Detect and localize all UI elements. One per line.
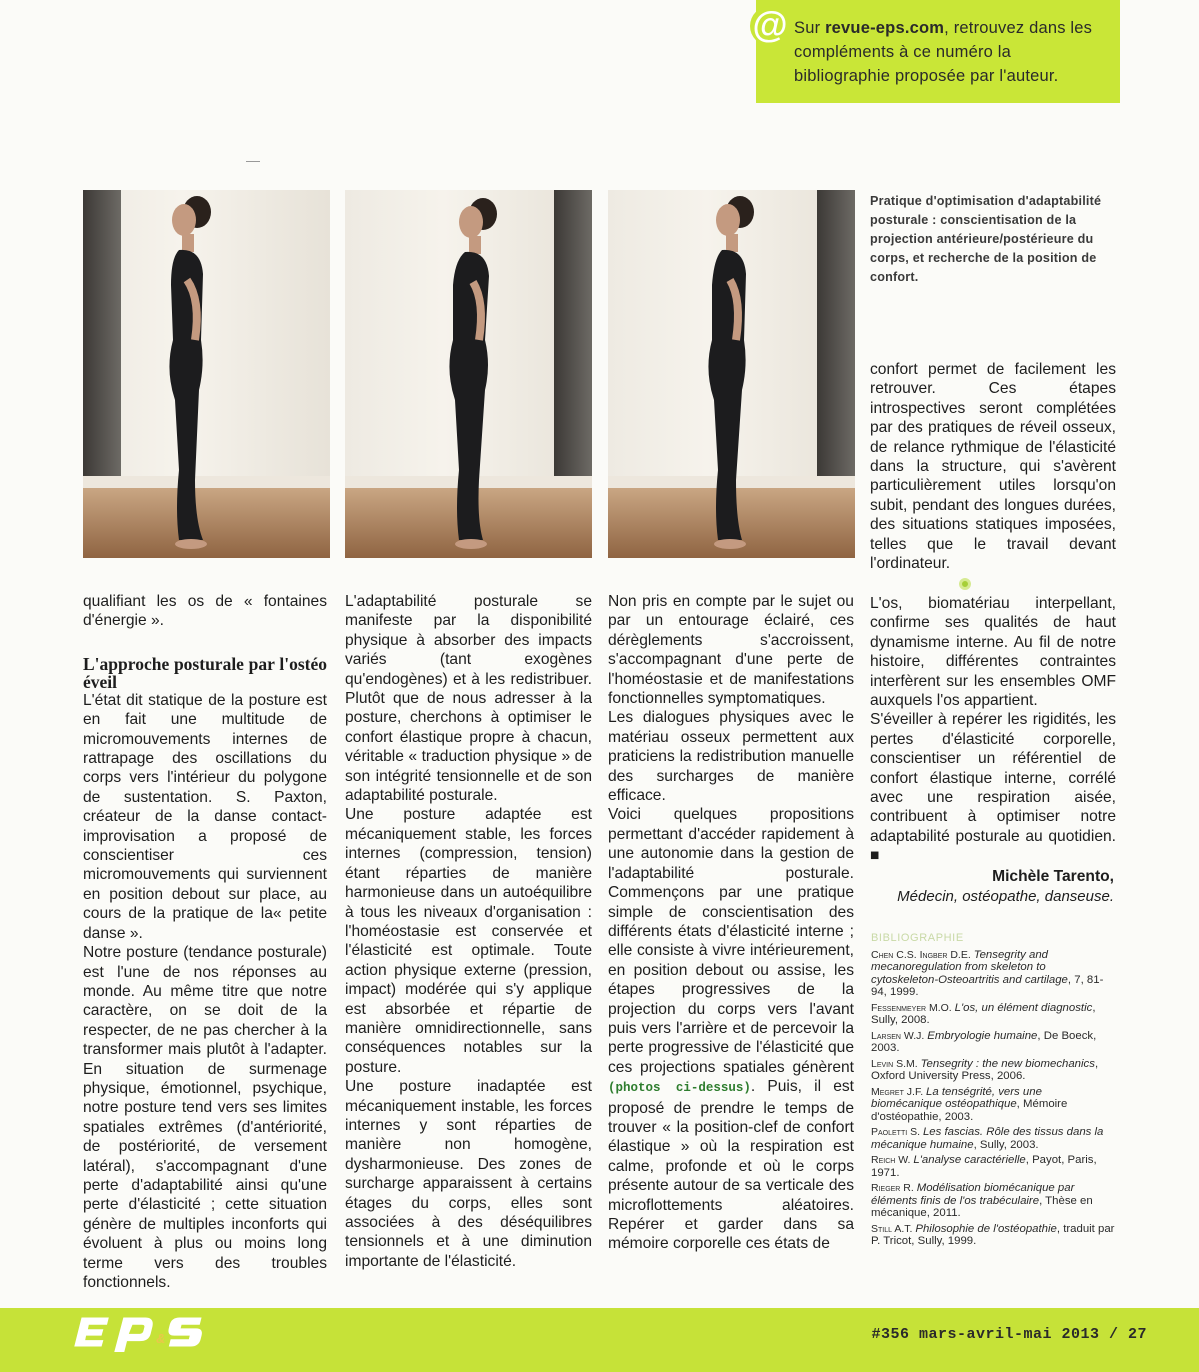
bibliography-author: Chen C.S. Ingber D.E. bbox=[871, 948, 974, 961]
column-2 bbox=[345, 592, 592, 1271]
paragraph: Les dialogues physiques avec le matériau osseux permettent aux praticiens la redistribution manuelle des surcharges de manière efficace. bbox=[608, 709, 854, 805]
author-role: Médecin, ostéopathe, danseuse. bbox=[897, 888, 1114, 905]
bibliography-work-title: Tensegrity : the new biomechanics bbox=[920, 1057, 1095, 1070]
column-1 bbox=[83, 592, 327, 1292]
bibliography-item bbox=[871, 1002, 1115, 1027]
bibliography-work-title: Modélisation biomécanique par éléments finis de l'os trabéculaire bbox=[871, 1182, 1075, 1207]
bibliography-details: , Oxford University Press, 2006. bbox=[871, 1057, 1099, 1082]
author-signature bbox=[880, 867, 1114, 907]
section-heading: L'approche posturale par l'ostéo éveil bbox=[83, 653, 327, 692]
paragraph: L'adaptabilité posturale se manifeste par la disponibilité physique à absorber des impacts variés (tant exogènes qu'endogènes) et à les redistribuer. Plutôt que de nous adresser à la posture, cherchons à optimiser le confort élastique propre à chacun, véritable « traduction physique » de son intégrité tensionnelle et de son adaptabilité posturale. bbox=[345, 593, 592, 805]
column-3 bbox=[608, 592, 854, 1254]
bibliography-item bbox=[871, 1154, 1115, 1179]
bibliography-details: , 7, 81-94, 1999. bbox=[871, 973, 1104, 998]
bibliography-work-title: Philosophie de l'ostéopathie bbox=[915, 1222, 1057, 1235]
bibliography-author: Fessenmeyer M.O. bbox=[871, 1001, 955, 1014]
photo-posture-comfort bbox=[608, 190, 855, 558]
bibliography-details: , Mémoire d'ostéopathie, 2003. bbox=[871, 1098, 1068, 1123]
bibliography-details: , traduit par P. Tricot, Sully, 1999. bbox=[871, 1222, 1115, 1247]
paragraph: confort permet de facilement les retrouver. Ces étapes introspectives seront complétées par des pratiques de réveil osseux, de relance rythmique de l'élasticité dans la structure, qui s'avèrent particulièrement utiles lorsqu'on subit, pendant des longues durées, des situations statiques imposées, telles que le travail devant l'ordinateur. bbox=[870, 361, 1116, 573]
bibliography-item bbox=[871, 1058, 1115, 1083]
paragraph: Voici quelques propositions permettant d'accéder rapidement à une autonomie dans la gestion de l'adaptabilité posturale. Commençons par une pratique simple de conscientisation des différents états d'élasticité interne ; elle consiste à vivre intérieurement, en position debout ou assise, les étapes progressives de la projection du corps vers l'avant puis vers l'arrière et de percevoir la perte progressive de l'élasticité que ces projections spatiales génèrent (photos ci-dessus). Puis, il est proposé de prendre le temps de trouver « la position-clef de confort élastique » où la respiration est calme, profonde et où le corps présente autour de sa verticale des microflottements aléatoires. Repérer et garder dans sa mémoire corporelle ces états de bbox=[608, 806, 854, 1253]
photo-posture-forward bbox=[83, 190, 330, 558]
footer-band bbox=[0, 1308, 1199, 1372]
bibliography-author: Rieger R. bbox=[871, 1182, 917, 1194]
photo-reference: (photos ci-dessus) bbox=[608, 1081, 751, 1096]
paragraph: qualifiant les os de « fontaines d'énergie ». bbox=[83, 593, 327, 630]
bibliography bbox=[871, 932, 1115, 1251]
promo-site-link[interactable]: revue-eps.com bbox=[825, 19, 945, 37]
bibliography-author: Megret J.F. bbox=[871, 1085, 927, 1098]
paragraph: Une posture inadaptée est mécaniquement instable, les forces internes y sont réparties de manière non homogène, dysharmonieuse. Des zones de surcharge apparaissent à certains étages du corps, elles sont associées à des déséquilibres tensionnels et à une diminution importante de l'élasticité. bbox=[345, 1078, 592, 1270]
bibliography-title: BIBLIOGRAPHIE bbox=[871, 932, 964, 944]
column-4-continued bbox=[870, 594, 1116, 866]
bibliography-author: Levin S.M. bbox=[871, 1057, 921, 1070]
bibliography-item bbox=[871, 1030, 1115, 1055]
bibliography-work-title: L'os, un élément diagnostic bbox=[954, 1001, 1093, 1014]
paragraph: Une posture adaptée est mécaniquement stable, les forces internes (compression, tension) étant réparties de manière harmonieuse dans un autoéquilibre à tous les niveaux d'organisation : l'homéostasie est conservée et l'élasticité est optimale. Toute action physique externe (pression, impact) modérée qui s'y applique est absorbée et répartie de manière omnidirectionnelle, sans conséquences notables sur la posture. bbox=[345, 806, 592, 1076]
section-dot-icon bbox=[959, 578, 971, 590]
svg-text:&: & bbox=[156, 1330, 166, 1346]
bibliography-author: Paoletti S. bbox=[871, 1126, 923, 1138]
photo-posture-backward bbox=[345, 190, 592, 558]
bibliography-item bbox=[871, 1086, 1115, 1124]
at-sign-icon: @ bbox=[750, 6, 790, 46]
promo-box bbox=[752, 0, 1120, 103]
paragraph: Non pris en compte par le sujet ou par un entourage éclairé, ces dérèglements s'accroissent, s'accompagnant d'une perte de l'homéostasie et de manifestations fonctionnelles symptomatiques. bbox=[608, 593, 854, 708]
paragraph: L'os, biomatériau interpellant, confirme ses qualités de haut dynamisme interne. Au fil de notre histoire, différentes contraintes interfèrent sur les ensembles OMF auxquels l'os appartient. bbox=[870, 595, 1116, 710]
bibliography-item bbox=[871, 949, 1115, 999]
page-folio: #356 mars-avril-mai 2013 / 27 bbox=[871, 1326, 1147, 1343]
bibliography-details: , De Boeck, 2003. bbox=[871, 1029, 1097, 1054]
promo-text: Sur revue-eps.com, retrouvez dans les compléments à ce numéro la bibliographie proposée par l'auteur. bbox=[794, 19, 1093, 85]
bibliography-author: Still A.T. bbox=[871, 1222, 916, 1235]
bibliography-work-title: Tensegrity and mecanoregulation from skeleton to cytoskeleton-Osteoartritis and cartilage bbox=[871, 948, 1068, 986]
bibliography-details: , Thèse en mécanique, 2011. bbox=[871, 1194, 1093, 1219]
bibliography-details: , Sully, 2008. bbox=[871, 1001, 1096, 1026]
eps-logo bbox=[62, 1312, 212, 1352]
bibliography-item bbox=[871, 1223, 1115, 1248]
bibliography-work-title: La tenségrité, vers une biomécanique ostéopathique bbox=[871, 1085, 1042, 1110]
decorative-dash bbox=[246, 161, 260, 162]
bibliography-work-title: Les fascias. Rôle des tissus dans la mécanique humaine bbox=[871, 1126, 1104, 1151]
paragraph: L'état dit statique de la posture est en fait une multitude de micromouvements internes de rattrapage des oscillations du corps vers l'intérieur du polygone de sustentation. S. Paxton, créateur de la danse contact-improvisation a proposé de conscientiser ces micromouvements qui surviennent en position debout sur place, au cours de la pratique de la« petite danse ». bbox=[83, 691, 327, 942]
bibliography-author: Reich W. bbox=[871, 1154, 914, 1166]
author-name: Michèle Tarento, bbox=[992, 868, 1114, 885]
bibliography-item bbox=[871, 1126, 1115, 1151]
paragraph: Notre posture (tendance posturale) est l'une de nos réponses au monde. Au même titre que notre caractère, on se doit de la respecter, de ne pas chercher à la transformer mais plutôt à l'adapter. En situation de surmenage physique, émotionnel, psychique, notre posture tend vers ses limites spatiales extrêmes (d'antériorité, de postériorité, de versement latéral), s'accompagnant d'une perte d'adaptabilité ainsi qu'une perte d'élasticité ; cette situation génère de multiples inconforts qui évoluent à plus ou moins long terme vers des troubles fonctionnels. bbox=[83, 944, 327, 1291]
bibliography-list bbox=[871, 949, 1115, 1248]
photo-caption: Pratique d'optimisation d'adaptabilité posturale : conscientisation de la projection antérieure/postérieure du corps, et recherche de la position de confort. bbox=[870, 194, 1102, 284]
bibliography-author: Larsen W.J. bbox=[871, 1029, 928, 1042]
bibliography-details: , Sully, 2003. bbox=[973, 1138, 1039, 1151]
bibliography-details: , Payot, Paris, 1971. bbox=[871, 1154, 1097, 1179]
paragraph: S'éveiller à repérer les rigidités, les pertes d'élasticité corporelle, conscientiser un référentiel de confort élastique interne, corrélé avec une respiration aisée, contribuent à optimiser notre adaptabilité posturale au quotidien. ■ bbox=[870, 711, 1116, 865]
bibliography-work-title: Embryologie humaine bbox=[927, 1029, 1038, 1042]
column-4 bbox=[870, 360, 1116, 573]
bibliography-item bbox=[871, 1182, 1115, 1220]
bibliography-work-title: L'analyse caractérielle bbox=[913, 1154, 1026, 1166]
